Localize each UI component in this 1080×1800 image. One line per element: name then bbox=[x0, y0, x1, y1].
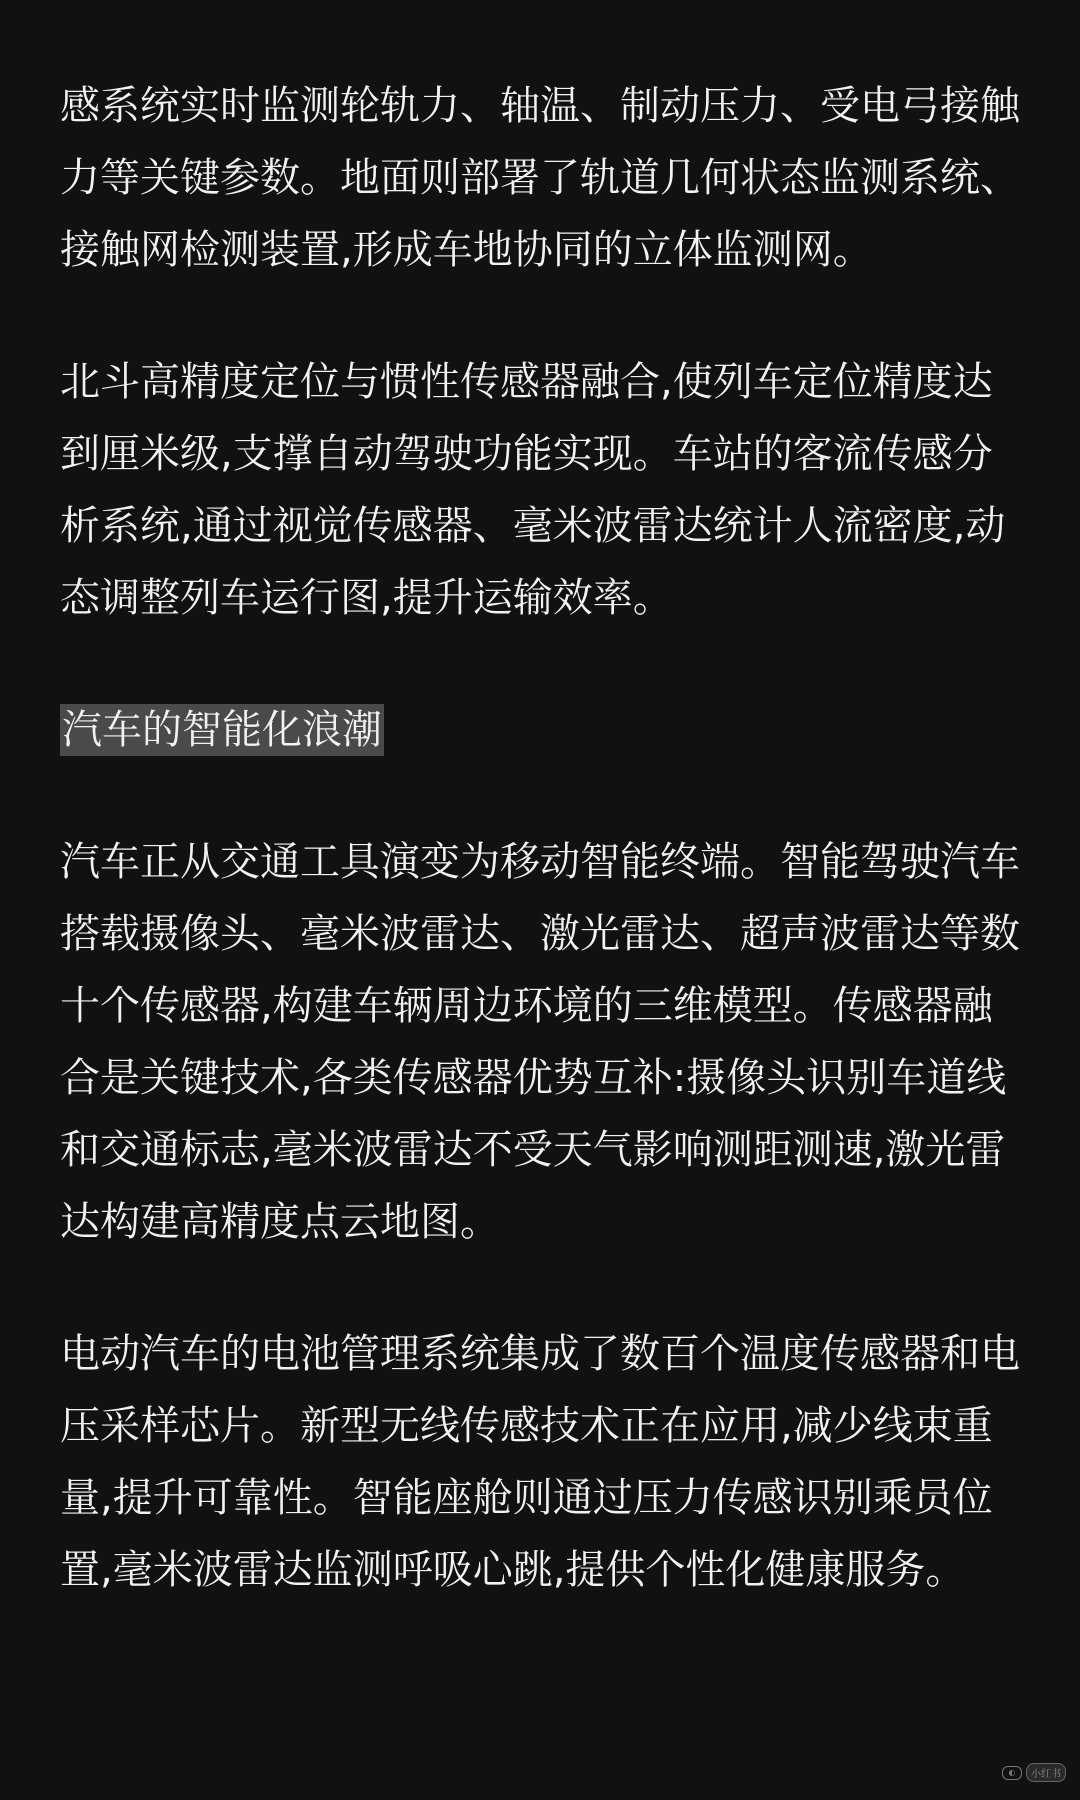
section-heading-row bbox=[60, 694, 1020, 766]
paragraph-spacer bbox=[60, 286, 1020, 346]
section-heading: 汽车的智能化浪潮 bbox=[60, 704, 384, 756]
paragraph-monitoring-network: 感系统实时监测轮轨力、轴温、制动压力、受电弓接触力等关键参数。地面则部署了轨道几何状态监测系统、接触网检测装置,形成车地协同的立体监测网。 bbox=[60, 83, 1020, 273]
paragraph-spacer bbox=[60, 1258, 1020, 1318]
watermark bbox=[1002, 1763, 1066, 1782]
paragraph-battery-management: 电动汽车的电池管理系统集成了数百个温度传感器和电压采样芯片。新型无线传感技术正在应用,减少线束重量,提升可靠性。智能座舱则通过压力传感识别乘员位置,毫米波雷达监测呼吸心跳,提供个性化健康服务。 bbox=[60, 1331, 1020, 1593]
paragraph-smart-driving: 汽车正从交通工具演变为移动智能终端。智能驾驶汽车搭载摄像头、毫米波雷达、激光雷达、超声波雷达等数十个传感器,构建车辆周边环境的三维模型。传感器融合是关键技术,各类传感器优势互补:摄像头识别车道线和交通标志,毫米波雷达不受天气影响测距测速,激光雷达构建高精度点云地图。 bbox=[60, 839, 1020, 1245]
paragraph-spacer bbox=[60, 766, 1020, 826]
watermark-label: 小红书 bbox=[1026, 1763, 1066, 1782]
article-body bbox=[60, 70, 1020, 1606]
paragraph-beidou-positioning: 北斗高精度定位与惯性传感器融合,使列车定位精度达到厘米级,支撑自动驾驶功能实现。车站的客流传感分析系统,通过视觉传感器、毫米波雷达统计人流密度,动态调整列车运行图,提升运输效率。 bbox=[60, 359, 1006, 621]
logo-icon: ◐ bbox=[1002, 1766, 1022, 1780]
paragraph-spacer bbox=[60, 634, 1020, 694]
